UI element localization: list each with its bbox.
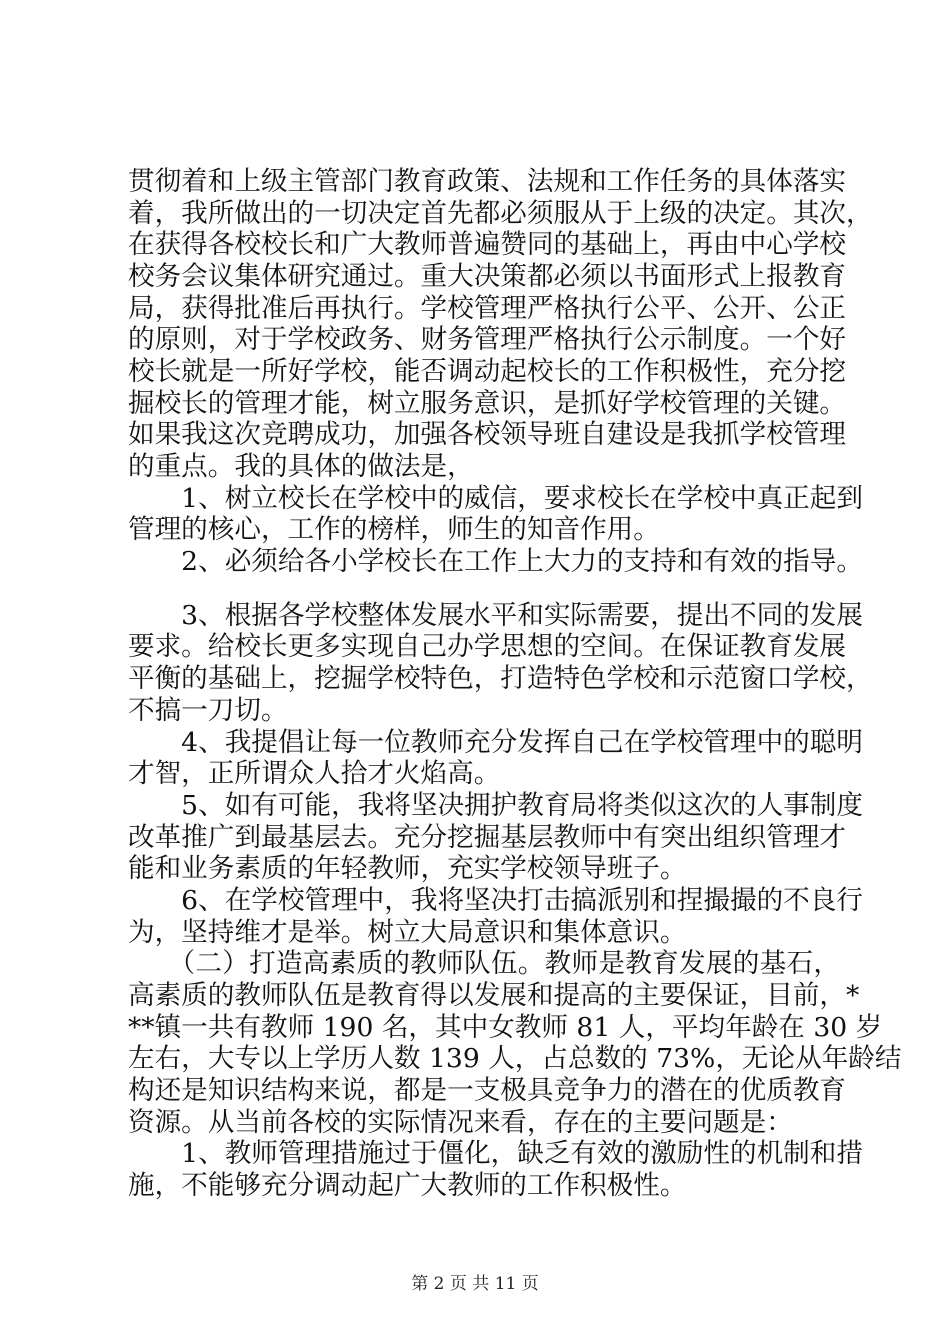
body-line: 的重点。我的具体的做法是， — [128, 451, 474, 482]
body-line: 施，不能够充分调动起广大教师的工作积极性。 — [128, 1170, 687, 1201]
body-line: 5、如有可能，我将坚决拥护教育局将类似这次的人事制度 — [128, 790, 863, 821]
body-line: 构还是知识结构来说，都是一支极具竞争力的潜在的优质教育 — [128, 1075, 847, 1106]
body-line: 掘校长的管理才能，树立服务意识，是抓好学校管理的关键。 — [128, 388, 847, 419]
body-line: 4、我提倡让每一位教师充分发挥自己在学校管理中的聪明 — [128, 727, 863, 758]
body-line: 高素质的教师队伍是教育得以发展和提高的主要保证，目前，* — [128, 980, 860, 1011]
body-line: 管理的核心，工作的榜样，师生的知音作用。 — [128, 514, 660, 545]
body-line: 3、根据各学校整体发展水平和实际需要，提出不同的发展 — [128, 600, 863, 631]
body-line: 2、必须给各小学校长在工作上大力的支持和有效的指导。 — [128, 546, 863, 577]
body-line: 不搞一刀切。 — [128, 695, 288, 726]
body-line: 左右，大专以上学历人数 139 人，占总数的 73%，无论从年龄结 — [128, 1043, 902, 1074]
body-line: 要求。给校长更多实现自己办学思想的空间。在保证教育发展 — [128, 631, 847, 662]
body-line: 改革推广到最基层去。充分挖掘基层教师中有突出组织管理才 — [128, 822, 847, 853]
body-line: 6、在学校管理中，我将坚决打击搞派别和捏撮撮的不良行 — [128, 885, 863, 916]
body-line: 1、教师管理措施过于僵化，缺乏有效的激励性的机制和措 — [128, 1138, 863, 1169]
body-line: 局，获得批准后再执行。学校管理严格执行公平、公开、公正 — [128, 293, 847, 324]
body-line: 平衡的基础上，挖掘学校特色，打造特色学校和示范窗口学校， — [128, 663, 873, 694]
page-number-footer: 第 2 页 共 11 页 — [411, 1274, 539, 1294]
body-line: （二）打造高素质的教师队伍。教师是教育发展的基石， — [128, 948, 840, 979]
body-line: 的原则，对于学校政务、财务管理严格执行公示制度。一个好 — [128, 324, 847, 355]
body-line: 能和业务素质的年轻教师，充实学校领导班子。 — [128, 853, 687, 884]
body-line: **镇一共有教师 190 名，其中女教师 81 人，平均年龄在 30 岁 — [128, 1012, 883, 1043]
body-line: 校务会议集体研究通过。重大决策都必须以书面形式上报教育 — [128, 261, 847, 292]
body-line: 才智，正所谓众人拾才火焰高。 — [128, 758, 501, 789]
body-line: 着，我所做出的一切决定首先都必须服从于上级的决定。其次， — [128, 198, 873, 229]
body-line: 贯彻着和上级主管部门教育政策、法规和工作任务的具体落实 — [128, 166, 847, 197]
body-line: 校长就是一所好学校，能否调动起校长的工作积极性，充分挖 — [128, 356, 847, 387]
body-line: 1、树立校长在学校中的威信，要求校长在学校中真正起到 — [128, 483, 863, 514]
body-line: 为，坚持维才是举。树立大局意识和集体意识。 — [128, 917, 687, 948]
body-line: 如果我这次竞聘成功，加强各校领导班自建设是我抓学校管理 — [128, 419, 847, 450]
body-line: 资源。从当前各校的实际情况来看，存在的主要问题是： — [128, 1107, 793, 1138]
body-line: 在获得各校校长和广大教师普遍赞同的基础上，再由中心学校 — [128, 229, 847, 260]
